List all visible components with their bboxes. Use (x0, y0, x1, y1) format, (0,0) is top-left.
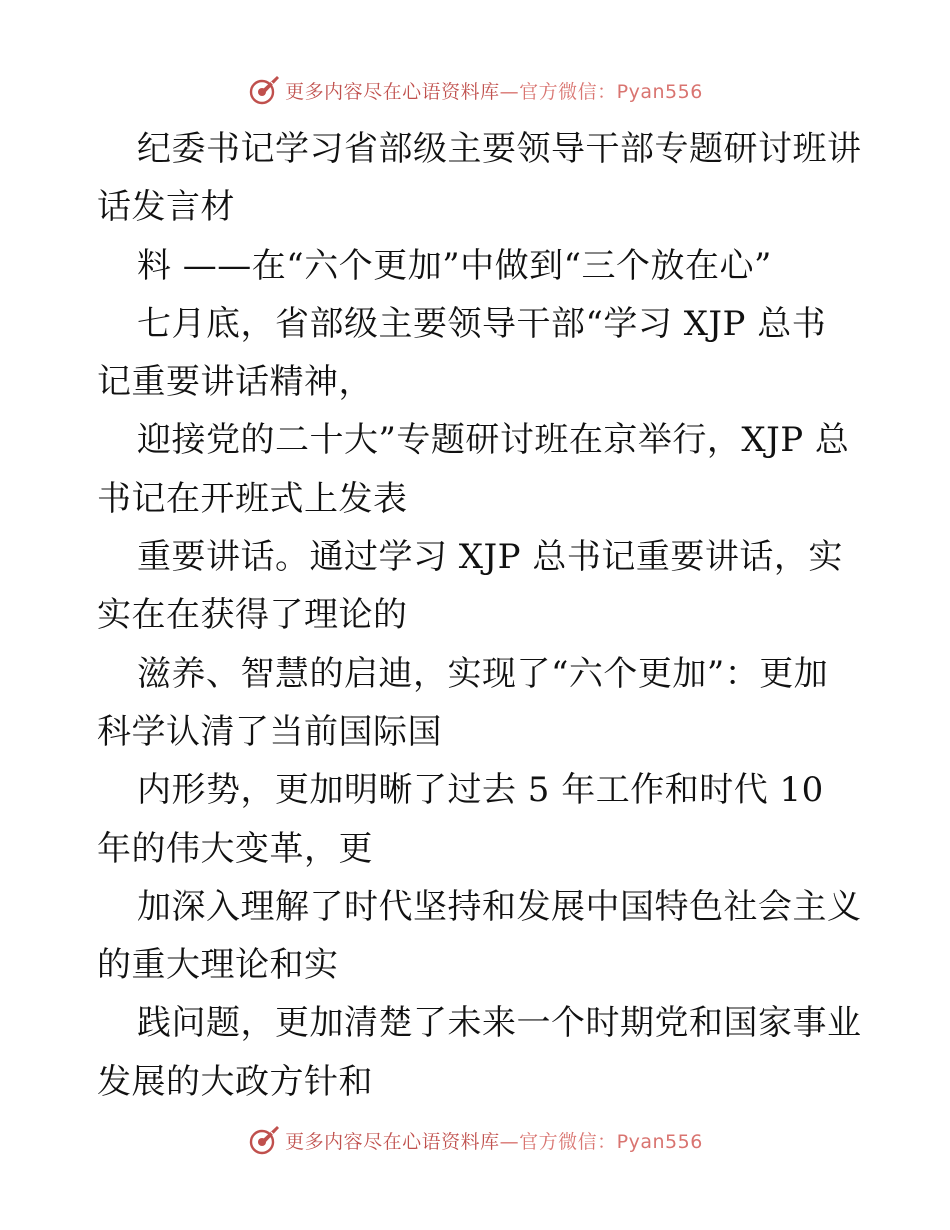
text-line: 迎接党的二十大”专题研讨班在京举行，XJP 总 (137, 420, 850, 461)
watermark-text (285, 1127, 703, 1154)
watermark-main-text: 更多内容尽在心语资料库 (285, 1130, 500, 1153)
text-line: 实在在获得了理论的 (97, 595, 408, 636)
text-line: 践问题，更加清楚了未来一个时期党和国家事业 (137, 1003, 862, 1044)
text-line: 科学认清了当前国际国 (97, 711, 442, 752)
text-line: 纪委书记学习省部级主要领导干部专题研讨班讲 (137, 129, 862, 169)
text-line: 年的伟大变革，更 (97, 828, 373, 869)
watermark-separator: — (499, 1130, 520, 1153)
text-line: 加深入理解了时代坚持和发展中国特色社会主义 (137, 886, 862, 927)
text-line: 话发言材 (97, 187, 235, 228)
text-line: 的重大理论和实 (97, 945, 339, 986)
header-watermark (0, 70, 950, 110)
text-line: 内形势，更加明晰了过去 5 年工作和时代 10 (137, 770, 824, 811)
text-line: 七月底，省部级主要领导干部“学习 XJP 总书 (137, 303, 827, 344)
document-body (97, 120, 862, 1111)
quill-seal-icon (247, 1123, 281, 1157)
text-line: 重要讲话。通过学习 XJP 总书记重要讲话，实 (137, 537, 843, 578)
watermark-text (285, 77, 703, 104)
text-line: 滋养、智慧的启迪，实现了“六个更加”：更加 (137, 653, 829, 694)
watermark-wechat-text: 官方微信：Pyan556 (519, 80, 703, 103)
text-line: 发展的大政方针和 (97, 1061, 373, 1102)
quill-seal-icon (247, 73, 281, 107)
text-line: 料 ——在“六个更加”中做到“三个放在心” (137, 245, 772, 286)
watermark-wechat-text: 官方微信：Pyan556 (519, 1130, 703, 1153)
watermark-separator: — (499, 80, 520, 103)
text-line: 书记在开班式上发表 (97, 478, 408, 519)
watermark-main-text: 更多内容尽在心语资料库 (285, 80, 500, 103)
text-line: 记重要讲话精神， (97, 362, 373, 403)
footer-watermark (0, 1120, 950, 1160)
